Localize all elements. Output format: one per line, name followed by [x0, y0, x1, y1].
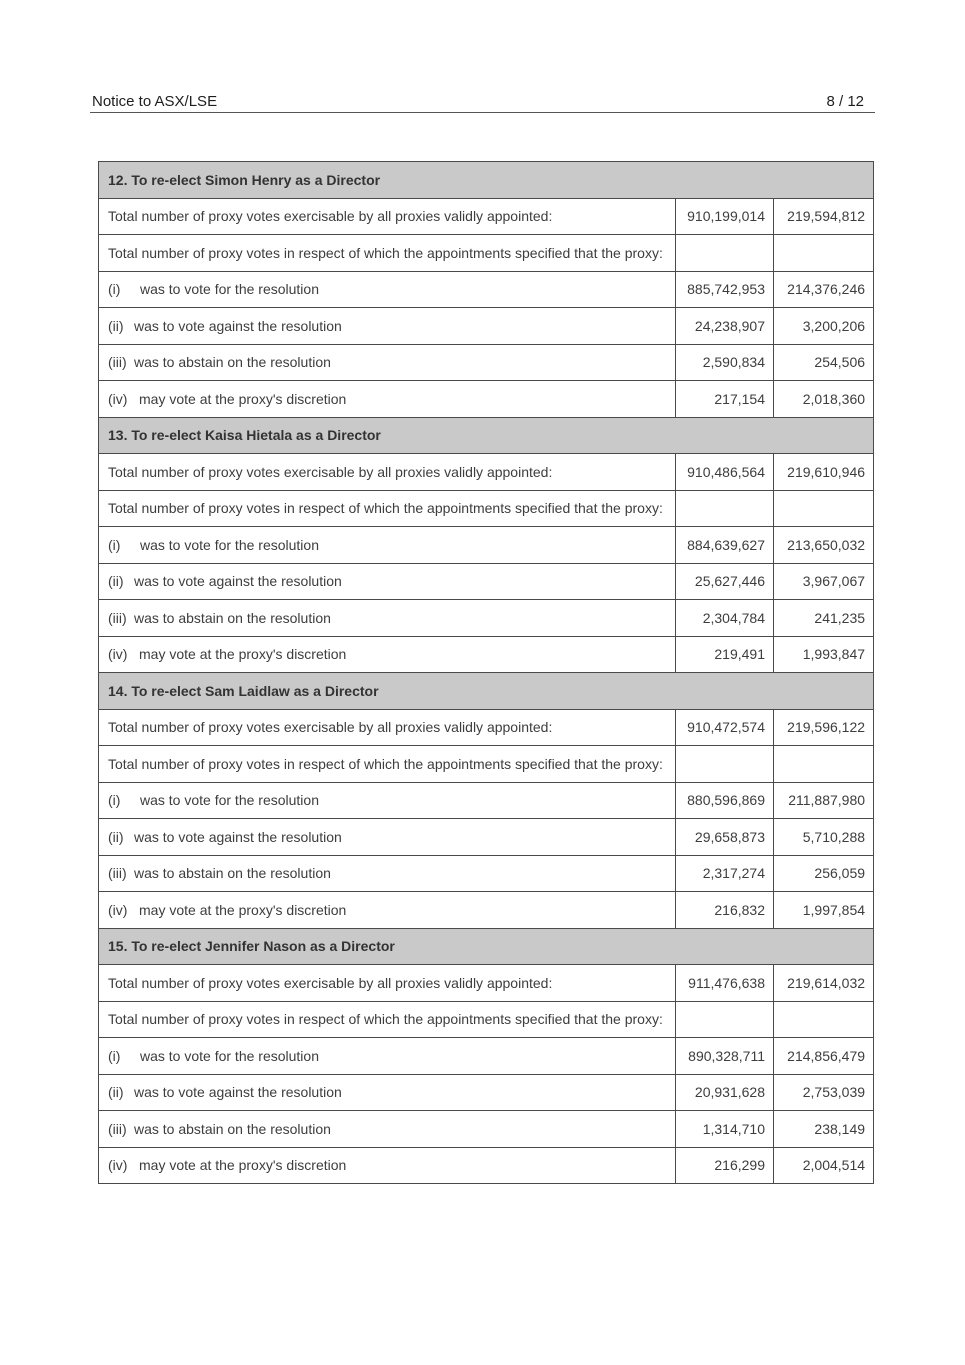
- row-numeral: (ii): [108, 573, 124, 590]
- vote-count-col2: 2,018,360: [774, 381, 874, 418]
- row-label: [99, 308, 676, 345]
- vote-row-abstain: [99, 344, 874, 381]
- vote-count-col1: 911,476,638: [676, 965, 774, 1002]
- vote-row-intro: [99, 490, 874, 527]
- row-label: [99, 855, 676, 892]
- row-label: Total number of proxy votes exercisable by all proxies validly appointed:: [99, 965, 676, 1002]
- vote-row-abstain: [99, 600, 874, 637]
- row-text: was to abstain on the resolution: [134, 354, 331, 371]
- vote-row-total: [99, 965, 874, 1002]
- row-text: may vote at the proxy's discretion: [139, 646, 347, 663]
- vote-count-col1: 24,238,907: [676, 308, 774, 345]
- vote-count-col1: [676, 490, 774, 527]
- resolution-title: 14. To re-elect Sam Laidlaw as a Director: [99, 673, 874, 710]
- resolution-title: 15. To re-elect Jennifer Nason as a Director: [99, 928, 874, 965]
- vote-count-col1: 910,472,574: [676, 709, 774, 746]
- row-text: was to abstain on the resolution: [134, 609, 331, 626]
- row-label: [99, 600, 676, 637]
- vote-count-col2: 256,059: [774, 855, 874, 892]
- vote-count-col2: 219,594,812: [774, 198, 874, 235]
- row-text: was to vote against the resolution: [134, 573, 342, 590]
- row-numeral: (i): [108, 792, 121, 809]
- vote-count-col1: [676, 1001, 774, 1038]
- vote-row-for: [99, 1038, 874, 1075]
- vote-count-col1: 880,596,869: [676, 782, 774, 819]
- resolution-title: 13. To re-elect Kaisa Hietala as a Director: [99, 417, 874, 454]
- vote-count-col2: 238,149: [774, 1111, 874, 1148]
- vote-row-discretion: [99, 636, 874, 673]
- row-text: was to abstain on the resolution: [134, 1120, 331, 1137]
- row-label: Total number of proxy votes exercisable by all proxies validly appointed:: [99, 198, 676, 235]
- row-numeral: (iii): [108, 865, 127, 882]
- vote-count-col2: [774, 746, 874, 783]
- vote-count-col1: [676, 746, 774, 783]
- row-label: Total number of proxy votes in respect of which the appointments specified that the proxy:: [99, 1001, 676, 1038]
- row-numeral: (ii): [108, 1084, 124, 1101]
- vote-count-col1: 885,742,953: [676, 271, 774, 308]
- vote-count-col2: 219,610,946: [774, 454, 874, 491]
- row-text: may vote at the proxy's discretion: [139, 390, 347, 407]
- row-text: was to vote against the resolution: [134, 828, 342, 845]
- row-text: may vote at the proxy's discretion: [139, 901, 347, 918]
- vote-row-total: [99, 454, 874, 491]
- vote-count-col1: 884,639,627: [676, 527, 774, 564]
- vote-count-col2: 214,856,479: [774, 1038, 874, 1075]
- vote-count-col2: 213,650,032: [774, 527, 874, 564]
- vote-row-against: [99, 1074, 874, 1111]
- vote-row-abstain: [99, 855, 874, 892]
- row-numeral: (iv): [108, 390, 128, 407]
- row-text: was to vote against the resolution: [134, 317, 342, 334]
- row-numeral: (ii): [108, 828, 124, 845]
- vote-count-col1: 217,154: [676, 381, 774, 418]
- vote-count-col1: 29,658,873: [676, 819, 774, 856]
- row-numeral: (i): [108, 536, 121, 553]
- vote-count-col2: 2,753,039: [774, 1074, 874, 1111]
- vote-count-col2: 3,200,206: [774, 308, 874, 345]
- vote-row-intro: [99, 1001, 874, 1038]
- vote-count-col2: [774, 235, 874, 272]
- row-text: was to vote for the resolution: [140, 536, 319, 553]
- vote-row-discretion: [99, 892, 874, 929]
- vote-count-col1: 910,199,014: [676, 198, 774, 235]
- row-label: [99, 1147, 676, 1184]
- row-label: [99, 344, 676, 381]
- row-label: [99, 271, 676, 308]
- vote-count-col2: 241,235: [774, 600, 874, 637]
- vote-row-intro: [99, 235, 874, 272]
- row-label: [99, 1111, 676, 1148]
- vote-row-against: [99, 308, 874, 345]
- resolution-header-row: [99, 162, 874, 199]
- row-numeral: (iii): [108, 1120, 127, 1137]
- resolution-header-row: [99, 417, 874, 454]
- row-text: was to vote for the resolution: [140, 281, 319, 298]
- row-numeral: (ii): [108, 317, 124, 334]
- vote-row-discretion: [99, 381, 874, 418]
- row-label: [99, 563, 676, 600]
- row-label: [99, 381, 676, 418]
- proxy-votes-table: [98, 161, 874, 1184]
- vote-row-against: [99, 819, 874, 856]
- vote-count-col2: 5,710,288: [774, 819, 874, 856]
- vote-count-col1: 910,486,564: [676, 454, 774, 491]
- vote-count-col1: 2,590,834: [676, 344, 774, 381]
- row-text: was to vote against the resolution: [134, 1084, 342, 1101]
- vote-count-col1: 890,328,711: [676, 1038, 774, 1075]
- vote-count-col2: 1,993,847: [774, 636, 874, 673]
- vote-row-intro: [99, 746, 874, 783]
- document-title: Notice to ASX/LSE: [92, 93, 218, 110]
- vote-count-col2: 1,997,854: [774, 892, 874, 929]
- vote-count-col2: 219,614,032: [774, 965, 874, 1002]
- vote-count-col1: 1,314,710: [676, 1111, 774, 1148]
- vote-row-for: [99, 782, 874, 819]
- vote-row-total: [99, 709, 874, 746]
- row-numeral: (iv): [108, 646, 128, 663]
- vote-count-col2: [774, 490, 874, 527]
- vote-count-col1: [676, 235, 774, 272]
- row-numeral: (iv): [108, 1157, 128, 1174]
- row-numeral: (iii): [108, 354, 127, 371]
- row-text: was to vote for the resolution: [140, 1047, 319, 1064]
- row-numeral: (iii): [108, 609, 127, 626]
- row-label: [99, 782, 676, 819]
- row-numeral: (i): [108, 281, 121, 298]
- vote-count-col2: 211,887,980: [774, 782, 874, 819]
- vote-count-col2: 219,596,122: [774, 709, 874, 746]
- row-label: [99, 527, 676, 564]
- vote-count-col2: 254,506: [774, 344, 874, 381]
- vote-count-col2: 214,376,246: [774, 271, 874, 308]
- row-label: Total number of proxy votes in respect of which the appointments specified that the proxy:: [99, 490, 676, 527]
- row-label: Total number of proxy votes in respect of which the appointments specified that the proxy:: [99, 235, 676, 272]
- resolution-header-row: [99, 673, 874, 710]
- vote-count-col1: 216,832: [676, 892, 774, 929]
- vote-count-col2: 3,967,067: [774, 563, 874, 600]
- vote-count-col1: 219,491: [676, 636, 774, 673]
- vote-count-col2: [774, 1001, 874, 1038]
- resolution-title: 12. To re-elect Simon Henry as a Director: [99, 162, 874, 199]
- row-label: Total number of proxy votes exercisable by all proxies validly appointed:: [99, 709, 676, 746]
- row-label: Total number of proxy votes in respect of which the appointments specified that the proxy:: [99, 746, 676, 783]
- row-text: may vote at the proxy's discretion: [139, 1157, 347, 1174]
- row-numeral: (i): [108, 1047, 121, 1064]
- row-label: [99, 892, 676, 929]
- vote-count-col1: 2,304,784: [676, 600, 774, 637]
- vote-row-total: [99, 198, 874, 235]
- vote-row-abstain: [99, 1111, 874, 1148]
- page-header: [90, 92, 875, 113]
- row-label: Total number of proxy votes exercisable by all proxies validly appointed:: [99, 454, 676, 491]
- page-number: 8 / 12: [826, 93, 864, 110]
- vote-row-against: [99, 563, 874, 600]
- row-label: [99, 1038, 676, 1075]
- vote-count-col1: 216,299: [676, 1147, 774, 1184]
- row-text: was to vote for the resolution: [140, 792, 319, 809]
- vote-count-col2: 2,004,514: [774, 1147, 874, 1184]
- row-numeral: (iv): [108, 901, 128, 918]
- row-text: was to abstain on the resolution: [134, 865, 331, 882]
- vote-row-for: [99, 271, 874, 308]
- row-label: [99, 819, 676, 856]
- vote-count-col1: 20,931,628: [676, 1074, 774, 1111]
- vote-count-col1: 2,317,274: [676, 855, 774, 892]
- vote-row-discretion: [99, 1147, 874, 1184]
- vote-count-col1: 25,627,446: [676, 563, 774, 600]
- vote-row-for: [99, 527, 874, 564]
- resolution-header-row: [99, 928, 874, 965]
- row-label: [99, 1074, 676, 1111]
- row-label: [99, 636, 676, 673]
